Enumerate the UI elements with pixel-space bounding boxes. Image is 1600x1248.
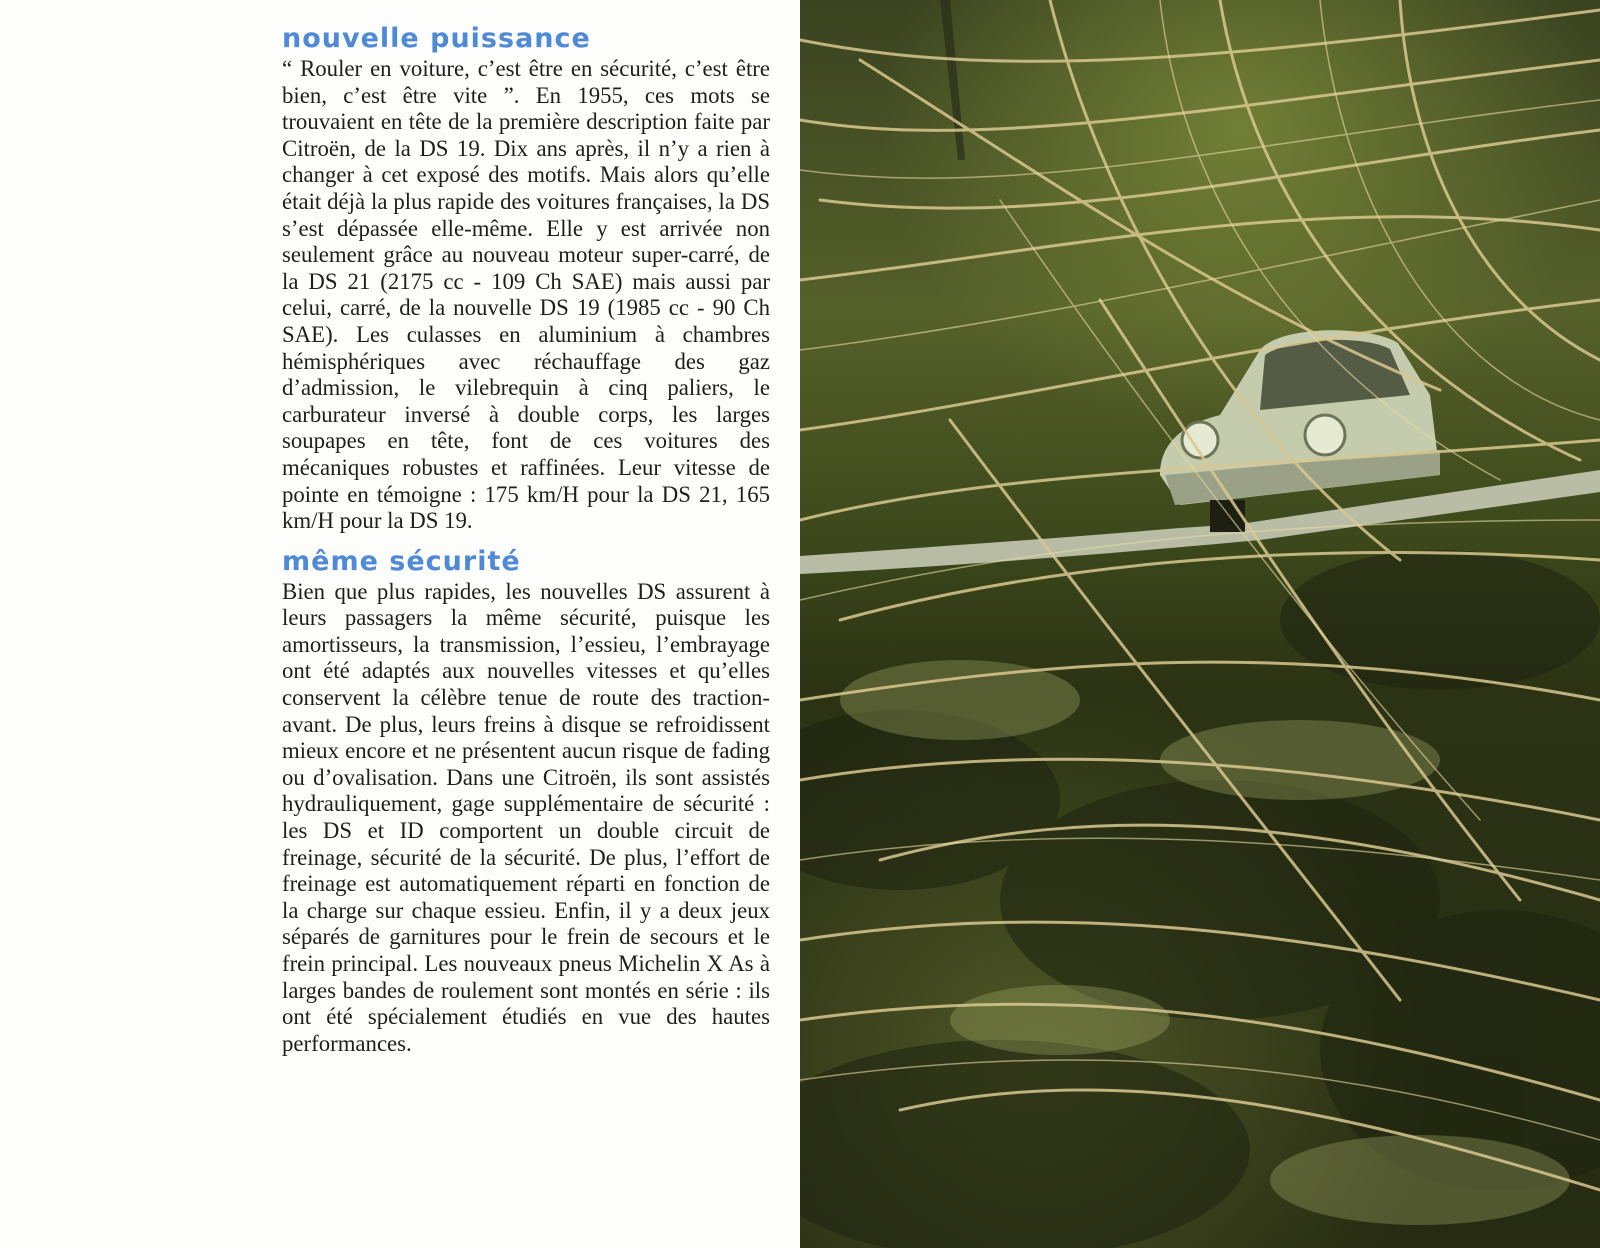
text-content xyxy=(282,22,770,1057)
section-body-securite: Bien que plus rapides, les nouvelles DS assurent à leurs passagers la même sécurité, puisque les amortisseurs, la transmission, l’essieu, l’embrayage ont été adaptés aux nouvelles vitesses et qu’elles conservent la célèbre tenue de route des traction-avant. De plus, leurs freins à disque se refroidissent mieux encore et ne présentent aucun risque de fading ou d’ovalisation. Dans une Citroën, ils sont assistés hydrauliquement, gage supplémentaire de sécurité : les DS et ID comportent un double circuit de freinage, sécurité de la sécurité. De plus, l’effort de freinage est automatiquement réparti en fonction de la charge sur chaque essieu. Enfin, il y a deux jeux séparés de garnitures pour le frein de secours et le frein principal. Les nouveaux pneus Michelin X As à larges bandes de roulement sont montés en série : ils ont été spécialement étudiés en vue des hautes performances. xyxy=(282,578,770,1056)
photo-illustration xyxy=(800,0,1600,1248)
section-heading-securite: même sécurité xyxy=(282,545,521,577)
section-heading-puissance: nouvelle puissance xyxy=(282,23,591,54)
car-photo xyxy=(800,0,1600,1248)
section-body-puissance: “ Rouler en voiture, c’est être en sécurité, c’est être bien, c’est être vite ”. En 1955, ces mots se trouvaient en tête de la première description faite par Citroën, de la DS 19. Dix ans après, il n’y a rien à changer à cet exposé des motifs. Mais alors qu’elle était déjà la plus rapide des voitures françaises, la DS s’est dépassée elle-même. Elle y est arrivée non seulement grâce au nouveau moteur super-carré, de la DS 21 (2175 cc - 109 Ch SAE) mais aussi par celui, carré, de la nouvelle DS 19 (1985 cc - 90 Ch SAE). Les culasses en aluminium à chambres hémisphériques avec réchauffage des gaz d’admission, le vilebrequin à cinq paliers, le carburateur inversé à double corps, les larges soupapes en tête, font de ces voitures des mécaniques robustes et raffinées. Leur vitesse de pointe en témoigne : 175 km/H pour la DS 21, 165 km/H pour la DS 19. xyxy=(282,56,770,534)
